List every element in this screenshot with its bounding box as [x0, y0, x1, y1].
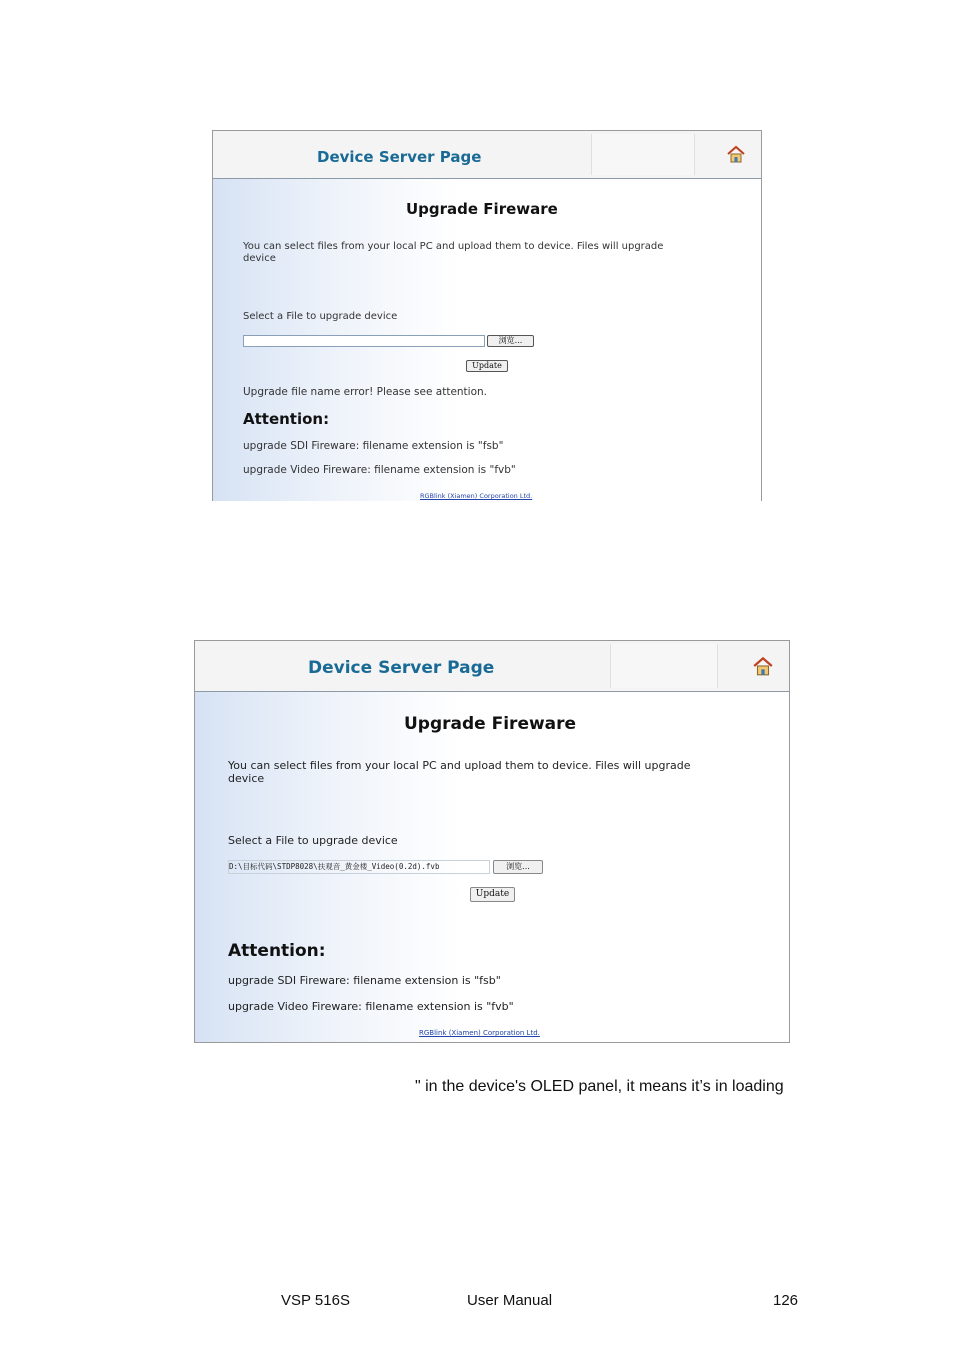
attention-video: upgrade Video Fireware: filename extension is "fvb": [243, 464, 516, 476]
attention-heading: Attention:: [228, 941, 326, 961]
header-title: Device Server Page: [308, 658, 495, 678]
browse-button[interactable]: 浏览...: [493, 860, 543, 874]
description-text: You can select files from your local PC and upload them to device. Files will upgrade: [228, 759, 691, 772]
footer-page-number: 126: [773, 1292, 799, 1309]
browse-button[interactable]: 浏览...: [487, 335, 534, 347]
home-icon[interactable]: [726, 144, 746, 164]
screenshot-upgrade-selected: [194, 640, 790, 1043]
description-text-cont: device: [228, 772, 265, 785]
attention-sdi: upgrade SDI Fireware: filename extension is "fsb": [243, 440, 504, 452]
update-button[interactable]: Update: [470, 887, 515, 902]
attention-sdi: upgrade SDI Fireware: filename extension is "fsb": [228, 974, 501, 987]
select-file-label: Select a File to upgrade device: [228, 834, 398, 847]
description-text-cont: device: [243, 253, 276, 264]
header-title: Device Server Page: [317, 148, 482, 166]
company-link[interactable]: RGBlink (Xiamen) Corporation Ltd.: [419, 1029, 540, 1037]
update-button[interactable]: Update: [466, 360, 508, 372]
file-path-input[interactable]: D:\目标代码\STDP8028\扶观音_黄金楼_Video(0.2d).fvb: [228, 860, 490, 874]
error-message: Upgrade file name error! Please see attention.: [243, 386, 488, 398]
device-server-header: [213, 131, 761, 179]
footer-manual: User Manual: [467, 1292, 553, 1309]
device-server-header: [195, 641, 789, 692]
upgrade-panel: [195, 692, 789, 1042]
screenshot-upgrade-error: [212, 130, 762, 501]
page-heading: Upgrade Fireware: [404, 714, 577, 734]
upgrade-panel: [213, 179, 761, 501]
file-path-input[interactable]: [243, 335, 485, 347]
header-blank-panel: [591, 134, 695, 175]
footer-product: VSP 516S: [281, 1292, 350, 1309]
page-heading: Upgrade Fireware: [406, 200, 558, 218]
attention-heading: Attention:: [243, 410, 330, 428]
home-icon[interactable]: [752, 655, 774, 677]
body-text-loading: " in the device's OLED panel, it means it’s in loading: [415, 1078, 784, 1095]
select-file-label: Select a File to upgrade device: [243, 311, 398, 322]
company-link[interactable]: RGBlink (Xiamen) Corporation Ltd.: [420, 492, 533, 500]
header-blank-panel: [610, 644, 718, 688]
attention-video: upgrade Video Fireware: filename extension is "fvb": [228, 1000, 514, 1013]
description-text: You can select files from your local PC and upload them to device. Files will upgrade: [243, 241, 664, 252]
